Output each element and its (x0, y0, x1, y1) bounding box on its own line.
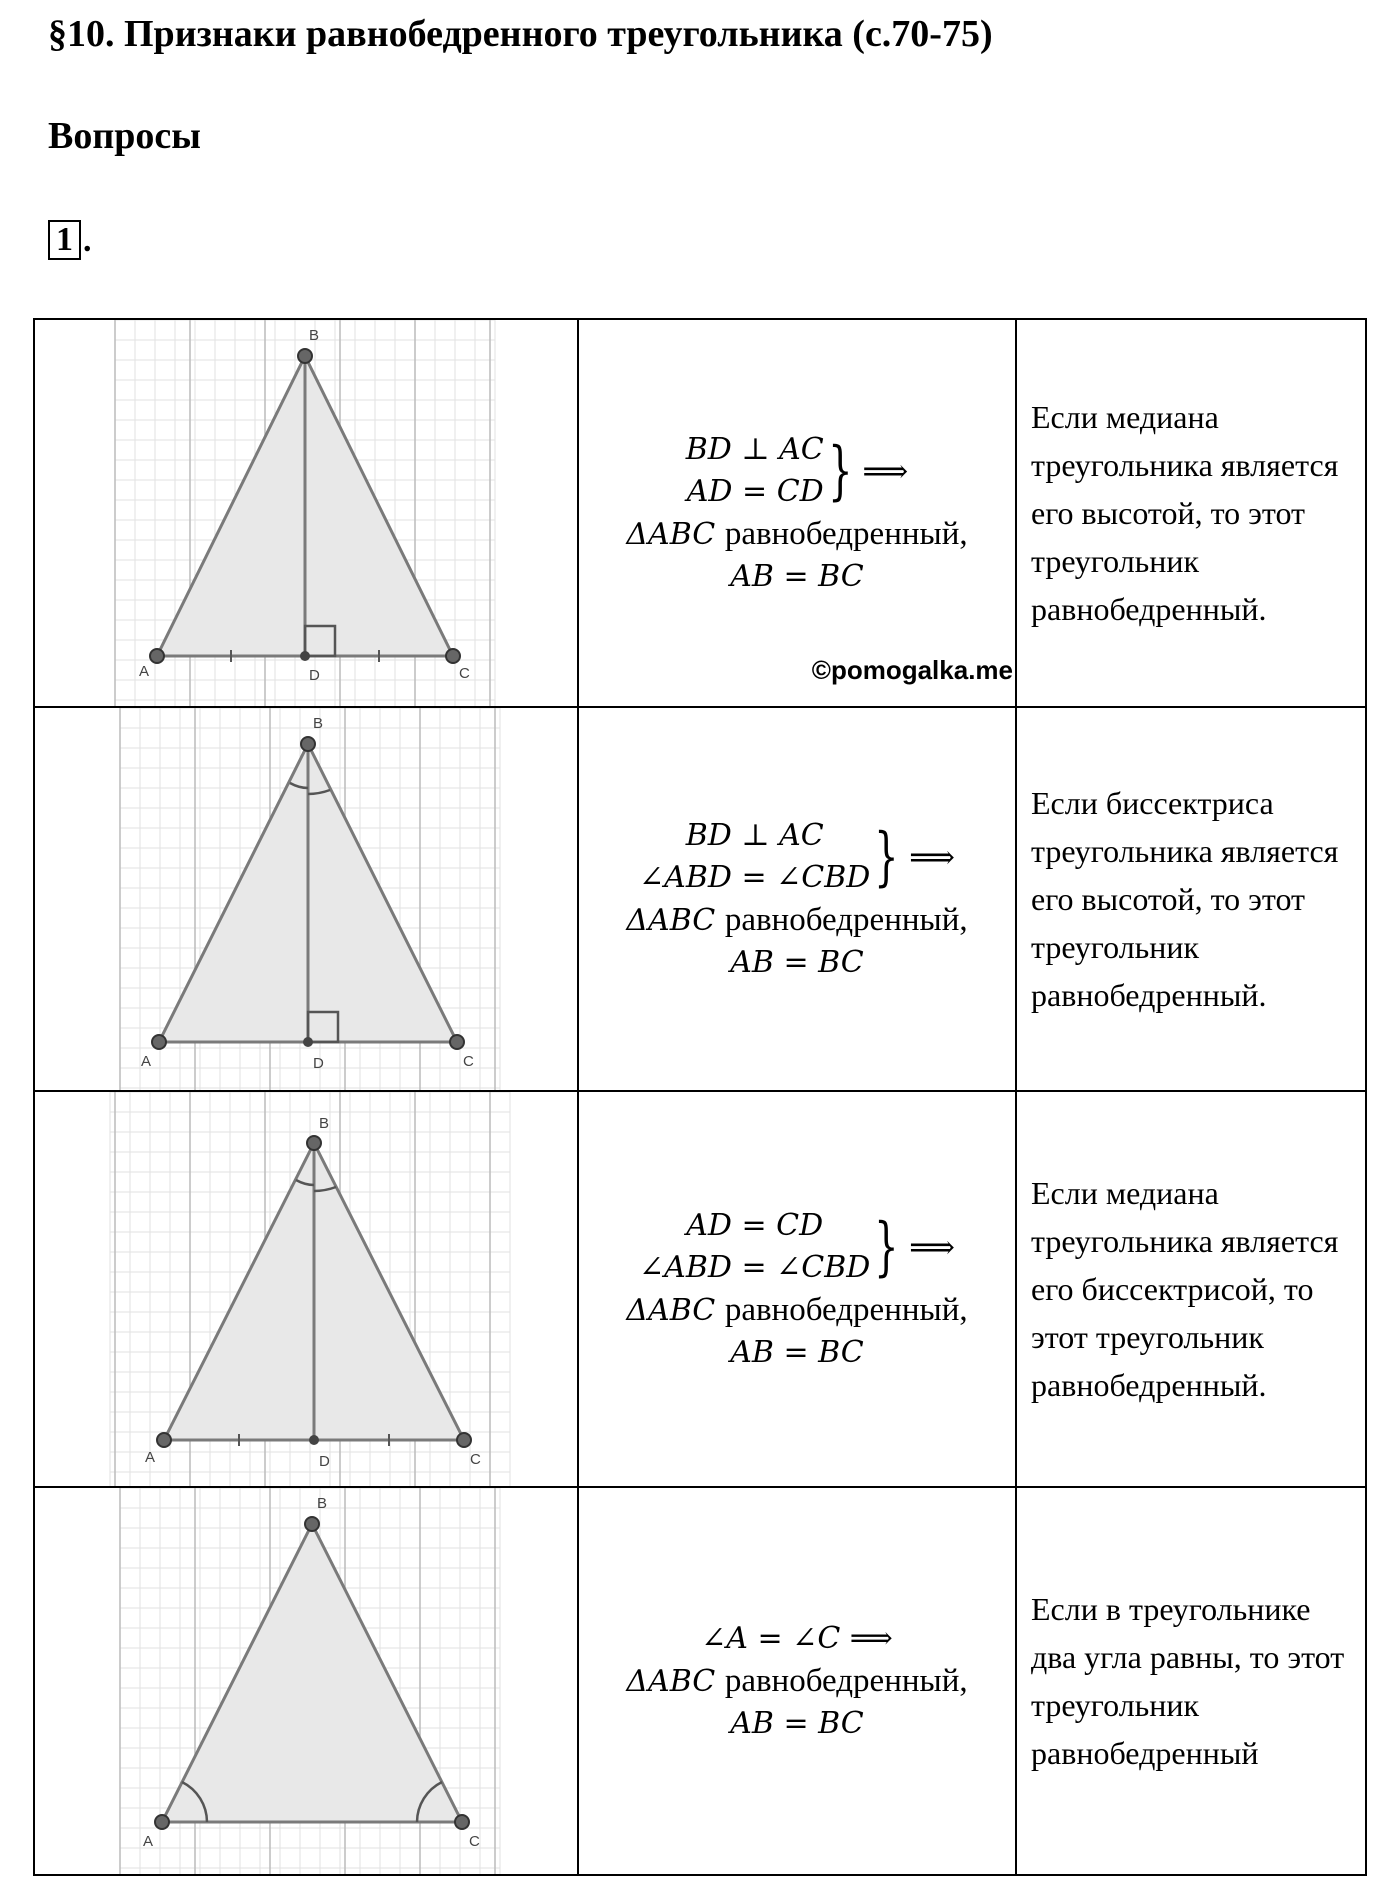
equality: AB = BC (730, 558, 864, 594)
table-row (34, 1091, 1366, 1487)
label-c: C (459, 665, 470, 682)
description-cell: Если медиана треугольника является его биссектрисой, то этот треугольник равнобедренный. (1016, 1091, 1366, 1487)
condition-1: AD = CD (686, 1207, 824, 1243)
label-d: D (313, 1055, 324, 1072)
label-a: A (145, 1449, 156, 1466)
equality: AB = BC (730, 944, 864, 980)
label-a: A (143, 1833, 154, 1850)
equality: AB = BC (730, 1705, 864, 1741)
brace-icon: } (874, 819, 899, 894)
watermark: ©pomogalka.me (811, 655, 1013, 685)
triangle-figure-3 (35, 1092, 577, 1486)
label-b: B (309, 327, 320, 344)
table-row (34, 707, 1366, 1091)
question-number (48, 220, 92, 260)
figure-cell (34, 707, 578, 1091)
condition-1: ∠A = ∠C ⟹ (701, 1620, 893, 1656)
label-d: D (309, 667, 320, 684)
triangle-type: равнобедренный, (724, 901, 968, 938)
formula-cell (578, 1487, 1016, 1875)
triangle-symbol: ΔABC (626, 516, 716, 552)
question-number-dot: . (83, 222, 92, 259)
label-b: B (313, 715, 324, 732)
equality: AB = BC (730, 1334, 864, 1370)
condition-2: ∠ABD = ∠CBD (639, 1249, 871, 1285)
figure-cell (34, 319, 578, 707)
formula (579, 1618, 1015, 1745)
triangle-symbol: ΔABC (626, 902, 716, 938)
condition-1: BD ⊥ AC (685, 817, 824, 853)
triangle-symbol: ΔABC (626, 1292, 716, 1328)
label-c: C (469, 1833, 480, 1850)
brace-icon: } (874, 1209, 899, 1284)
implies-symbol: ⟹ (909, 837, 955, 876)
triangle-figure-1 (35, 320, 577, 706)
brace-icon: } (827, 433, 853, 508)
description-cell: Если в треугольнике два угла равны, то этот треугольник равнобедренный (1016, 1487, 1366, 1875)
condition-2: AD = CD (686, 473, 824, 509)
label-c: C (470, 1451, 481, 1468)
implies-symbol: ⟹ (862, 451, 909, 490)
condition-1: BD ⊥ AC (685, 431, 824, 467)
condition-2: ∠ABD = ∠CBD (639, 859, 871, 895)
triangle-symbol: ΔABC (626, 1663, 716, 1699)
label-b: B (317, 1495, 328, 1512)
description-cell: Если медиана треугольника является его высотой, то этот треугольник равнобедренный. (1016, 319, 1366, 707)
figure-cell (34, 1091, 578, 1487)
figure-cell (34, 1487, 578, 1875)
formula (579, 815, 1015, 984)
formula (579, 429, 1015, 598)
section-heading: Вопросы (48, 115, 201, 157)
label-a: A (141, 1053, 152, 1070)
triangle-type: равнобедренный, (724, 515, 968, 552)
label-b: B (319, 1115, 330, 1132)
page-title: §10. Признаки равнобедренного треугольника (с.70-75) (48, 13, 993, 55)
label-d: D (319, 1453, 330, 1470)
label-c: C (463, 1053, 474, 1070)
label-a: A (139, 663, 150, 680)
implies-symbol: ⟹ (909, 1227, 955, 1266)
triangle-type: равнобедренный, (724, 1662, 968, 1699)
formula-cell (578, 707, 1016, 1091)
formula (579, 1205, 1015, 1374)
answer-table (33, 318, 1367, 1876)
table-row (34, 1487, 1366, 1875)
formula-cell (578, 1091, 1016, 1487)
formula-cell (578, 319, 1016, 707)
triangle-figure-4 (35, 1488, 577, 1874)
triangle-figure-2 (35, 708, 577, 1090)
table-row (34, 319, 1366, 707)
description-cell: Если биссектриса треугольника является его высотой, то этот треугольник равнобедренный. (1016, 707, 1366, 1091)
question-number-box: 1 (48, 220, 81, 260)
triangle-type: равнобедренный, (724, 1291, 968, 1328)
